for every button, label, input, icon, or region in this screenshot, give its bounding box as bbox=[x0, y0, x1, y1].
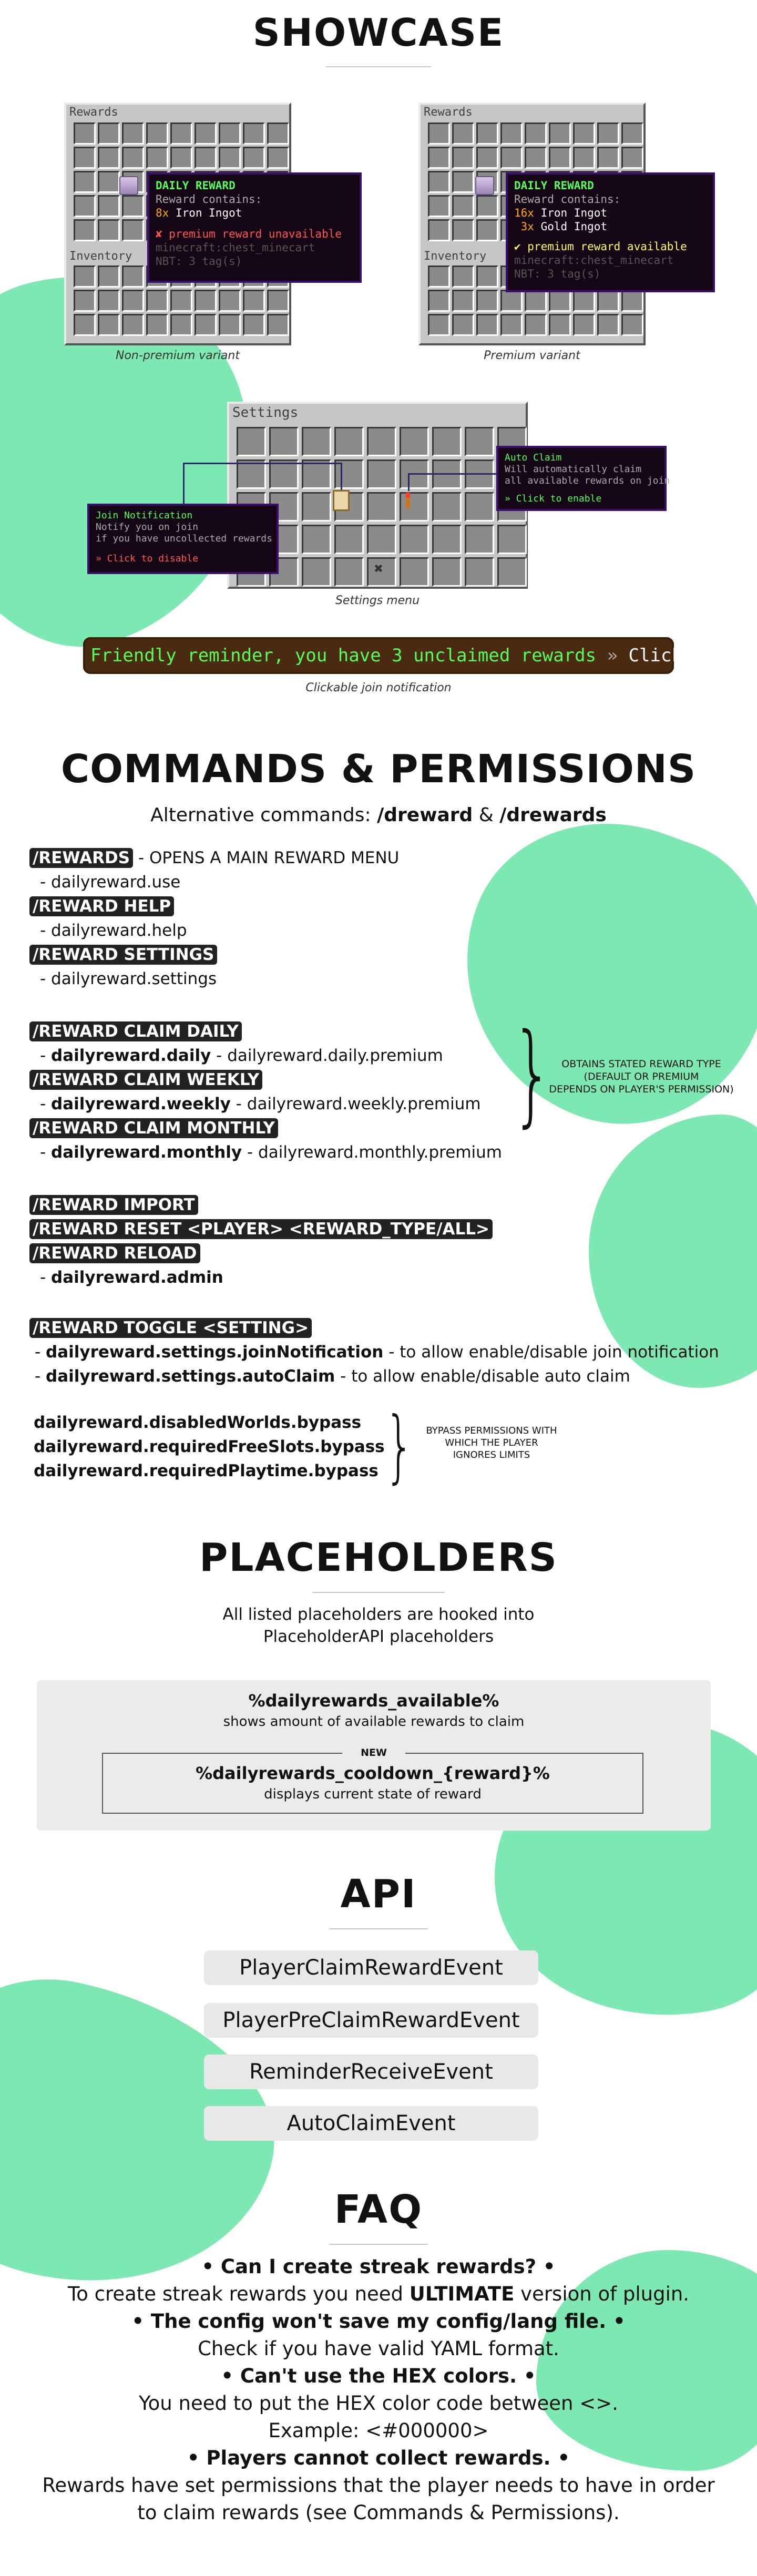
tooltip-item2-qty: 3x bbox=[520, 220, 534, 233]
inventory-slot[interactable] bbox=[243, 314, 265, 336]
inventory-slot[interactable] bbox=[400, 557, 429, 587]
cmd-reload: /REWARD RELOAD bbox=[29, 1243, 200, 1263]
cmd-toggle: /REWARD TOGGLE <SETTING> bbox=[29, 1318, 312, 1338]
inventory-slot[interactable] bbox=[367, 525, 396, 554]
inventory-slot[interactable] bbox=[146, 147, 168, 169]
join-notification-line2: if you have uncollected rewards bbox=[96, 533, 272, 544]
inventory-slot[interactable] bbox=[573, 314, 595, 336]
join-notification-line1: Notify you on join bbox=[96, 522, 199, 533]
notification-arrow: » bbox=[607, 645, 618, 666]
inventory-slot[interactable] bbox=[74, 122, 96, 145]
inventory-slot[interactable] bbox=[146, 290, 168, 312]
faq-underline bbox=[329, 2244, 428, 2245]
faq-q2: • The config won't save my config/lang file. • bbox=[131, 2310, 626, 2333]
inventory-slot[interactable] bbox=[428, 219, 450, 241]
auto-claim-name: Auto Claim bbox=[505, 452, 562, 463]
inventory-slot[interactable] bbox=[476, 147, 498, 169]
tooltip-item2-name: Gold Ingot bbox=[540, 220, 608, 233]
inventory-slot[interactable] bbox=[525, 290, 547, 312]
tooltip-nbt: NBT: 3 tag(s) bbox=[514, 268, 601, 280]
alt-cmd-1: /dreward bbox=[377, 804, 473, 826]
perm-monthly-line: - dailyreward.monthly - dailyreward.monthly.premium bbox=[40, 1143, 502, 1162]
cmd-rewards-desc: - OPENS A MAIN REWARD MENU bbox=[133, 849, 400, 867]
api-event-auto-claim: AutoClaimEvent bbox=[204, 2106, 538, 2141]
perm-help-line: - dailyreward.help bbox=[40, 921, 187, 940]
cmd-weekly-line bbox=[29, 1070, 262, 1089]
inventory-slot[interactable] bbox=[334, 525, 364, 554]
inventory-slot[interactable] bbox=[146, 314, 168, 336]
inventory-slot[interactable] bbox=[74, 219, 96, 241]
inventory-slot[interactable] bbox=[302, 427, 331, 456]
connector-join-down bbox=[341, 463, 342, 492]
inventory-slot[interactable] bbox=[497, 557, 527, 587]
inventory-slot[interactable] bbox=[597, 314, 619, 336]
chest-minecart-icon bbox=[475, 176, 494, 195]
inventory-slot[interactable] bbox=[476, 219, 498, 241]
inventory-slot[interactable] bbox=[452, 314, 474, 336]
claim-note-l2: (DEFAULT OR PREMIUM bbox=[584, 1071, 699, 1082]
inventory-slot[interactable] bbox=[122, 122, 144, 145]
inventory-slot[interactable] bbox=[500, 122, 523, 145]
inventory-slot[interactable] bbox=[597, 147, 619, 169]
inventory-slot[interactable] bbox=[465, 492, 494, 522]
perm-toggle-join-desc: - to allow enable/disable join notification bbox=[383, 1343, 719, 1362]
inventory-slot[interactable] bbox=[237, 427, 266, 456]
faq-a3-l2: Example: <#000000> bbox=[268, 2419, 489, 2442]
inventory-slot[interactable] bbox=[122, 219, 144, 241]
inventory-slot[interactable] bbox=[428, 195, 450, 217]
faq-title: FAQ bbox=[334, 2187, 423, 2232]
perm-daily-line: - dailyreward.daily - dailyreward.daily.premium bbox=[40, 1046, 443, 1065]
bypass-note-l1: BYPASS PERMISSIONS WITH bbox=[426, 1425, 557, 1436]
placeholders-underline bbox=[312, 1592, 445, 1593]
perm-admin-line: - dailyreward.admin bbox=[40, 1268, 223, 1287]
inventory-slot[interactable] bbox=[452, 219, 474, 241]
perm-bypass-playtime: dailyreward.requiredPlaytime.bypass bbox=[34, 1461, 378, 1480]
perm-weekly: dailyreward.weekly bbox=[51, 1095, 231, 1113]
cmd-rewards: /REWARDS bbox=[29, 848, 133, 868]
inventory-slot[interactable] bbox=[219, 147, 241, 169]
cmd-daily-line bbox=[29, 1022, 242, 1041]
inventory-slot[interactable] bbox=[465, 557, 494, 587]
notification-click[interactable]: Click bbox=[628, 645, 682, 666]
perm-weekly-line: - dailyreward.weekly - dailyreward.weekly.premium bbox=[40, 1095, 481, 1113]
inventory-slot[interactable] bbox=[267, 147, 289, 169]
faq-q1: • Can I create streak rewards? • bbox=[201, 2255, 556, 2278]
inventory-slot[interactable] bbox=[476, 195, 498, 217]
faq-a1-pre: To create streak rewards you need bbox=[67, 2283, 410, 2305]
inventory-slot[interactable] bbox=[74, 265, 96, 288]
placeholders-intro-l1: All listed placeholders are hooked into bbox=[222, 1605, 535, 1624]
inventory-slot[interactable] bbox=[219, 314, 241, 336]
cmd-settings-line bbox=[29, 945, 217, 964]
inventory-slot[interactable] bbox=[573, 147, 595, 169]
inventory-slot[interactable] bbox=[98, 219, 120, 241]
tooltip-nbt: NBT: 3 tag(s) bbox=[156, 255, 242, 268]
faq-a1-post: version of plugin. bbox=[514, 2283, 690, 2305]
inventory-slot[interactable] bbox=[432, 525, 462, 554]
inventory-slot[interactable] bbox=[122, 195, 144, 217]
placeholder-cooldown-name: %dailyrewards_cooldown_{reward}% bbox=[196, 1763, 550, 1783]
inventory-label: Inventory bbox=[424, 250, 487, 263]
inventory-slot[interactable] bbox=[621, 290, 643, 312]
cmd-monthly-line bbox=[29, 1119, 278, 1138]
caption-non-premium: Non-premium variant bbox=[116, 349, 240, 362]
tooltip-item-id: minecraft:chest_minecart bbox=[156, 241, 315, 254]
join-notification-toggle-icon[interactable] bbox=[333, 490, 350, 511]
perm-toggle-join: dailyreward.settings.joinNotification bbox=[46, 1343, 384, 1362]
inventory-slot[interactable] bbox=[476, 122, 498, 145]
join-notification-bar[interactable] bbox=[83, 637, 682, 674]
claim-brace-icon: } bbox=[511, 1009, 554, 1138]
inventory-slot[interactable] bbox=[269, 427, 299, 456]
api-underline bbox=[329, 1928, 428, 1929]
tooltip-item1-name: Iron Ingot bbox=[540, 207, 608, 219]
inventory-label: Inventory bbox=[69, 250, 132, 263]
inventory-slot[interactable] bbox=[549, 122, 571, 145]
api-event-reminder-receive: ReminderReceiveEvent bbox=[204, 2054, 538, 2089]
new-badge: NEW bbox=[342, 1745, 405, 1760]
inventory-slot[interactable] bbox=[195, 122, 217, 145]
faq-a4-l1: Rewards have set permissions that the player needs to have in order bbox=[42, 2474, 715, 2497]
inventory-slot[interactable] bbox=[146, 122, 168, 145]
faq-a2: Check if you have valid YAML format. bbox=[198, 2337, 559, 2360]
faq-a1 bbox=[0, 2283, 757, 2305]
inventory-slot[interactable] bbox=[170, 147, 192, 169]
inventory-slot[interactable] bbox=[428, 314, 450, 336]
inventory-slot[interactable] bbox=[452, 171, 474, 193]
inventory-slot[interactable] bbox=[302, 557, 331, 587]
inventory-slot[interactable] bbox=[98, 195, 120, 217]
api-title: API bbox=[340, 1872, 417, 1917]
perm-settings: dailyreward.settings bbox=[51, 969, 217, 988]
cmd-weekly: /REWARD CLAIM WEEKLY bbox=[29, 1070, 262, 1090]
tooltip-reward-name: DAILY REWARD bbox=[514, 179, 594, 192]
alt-amp: & bbox=[473, 804, 500, 826]
api-event-player-claim-reward: PlayerClaimRewardEvent bbox=[204, 1950, 538, 1985]
perm-bypass-worlds: dailyreward.disabledWorlds.bypass bbox=[34, 1413, 362, 1432]
inventory-slot[interactable] bbox=[428, 171, 450, 193]
placeholder-available-name: %dailyrewards_available% bbox=[248, 1691, 499, 1711]
rewards-panel-title: Rewards bbox=[424, 106, 473, 119]
inventory-slot[interactable] bbox=[621, 122, 643, 145]
claim-note bbox=[541, 1058, 741, 1096]
chest-minecart-icon bbox=[119, 176, 138, 195]
cmd-daily: /REWARD CLAIM DAILY bbox=[29, 1021, 242, 1041]
inventory-slot[interactable] bbox=[549, 314, 571, 336]
auto-claim-line2: all available rewards on join bbox=[505, 475, 670, 486]
perm-bypass-slots: dailyreward.requiredFreeSlots.bypass bbox=[34, 1437, 385, 1456]
tooltip-item-name: Iron Ingot bbox=[175, 207, 242, 219]
inventory-slot[interactable] bbox=[400, 427, 429, 456]
perm-monthly: dailyreward.monthly bbox=[51, 1143, 242, 1162]
inventory-slot[interactable] bbox=[267, 314, 289, 336]
perm-toggle-join-line: - dailyreward.settings.joinNotification - to allow enable/disable join notification bbox=[35, 1343, 719, 1362]
placeholder-available-desc: shows amount of available rewards to claim bbox=[223, 1714, 525, 1730]
inventory-slot[interactable] bbox=[122, 314, 144, 336]
join-notification-tooltip bbox=[87, 504, 279, 574]
inventory-slot[interactable] bbox=[243, 122, 265, 145]
inventory-slot[interactable] bbox=[428, 147, 450, 169]
join-notification-action: » Click to disable bbox=[96, 553, 199, 564]
auto-claim-tooltip bbox=[496, 446, 670, 511]
inventory-slot[interactable] bbox=[170, 314, 192, 336]
inventory-slot[interactable] bbox=[302, 525, 331, 554]
daily-reward-tooltip-premium bbox=[506, 172, 715, 292]
inventory-slot[interactable] bbox=[98, 122, 120, 145]
showcase-title: SHOWCASE bbox=[252, 11, 505, 55]
inventory-slot[interactable] bbox=[621, 147, 643, 169]
tooltip-item-qty: 8x bbox=[156, 207, 169, 219]
inventory-slot[interactable] bbox=[549, 147, 571, 169]
alt-prefix: Alternative commands: bbox=[150, 804, 377, 826]
claim-note-l3: DEPENDS ON PLAYER'S PERMISSION) bbox=[549, 1083, 734, 1095]
inventory-slot[interactable] bbox=[497, 525, 527, 554]
daily-reward-tooltip-non-premium bbox=[147, 172, 362, 283]
inventory-slot[interactable] bbox=[243, 147, 265, 169]
faq-a1-bold: ULTIMATE bbox=[409, 2283, 515, 2305]
inventory-slot[interactable] bbox=[367, 427, 396, 456]
perm-use: dailyreward.use bbox=[51, 873, 181, 892]
inventory-slot[interactable] bbox=[400, 525, 429, 554]
inventory-slot[interactable] bbox=[122, 147, 144, 169]
perm-daily: dailyreward.daily bbox=[51, 1046, 211, 1065]
inventory-slot[interactable] bbox=[452, 122, 474, 145]
auto-claim-action: » Click to enable bbox=[505, 493, 602, 504]
inventory-slot[interactable] bbox=[476, 290, 498, 312]
inventory-slot[interactable] bbox=[500, 147, 523, 169]
perm-monthly-premium: - dailyreward.monthly.premium bbox=[242, 1143, 502, 1162]
cmd-import-line bbox=[29, 1195, 198, 1214]
cmd-reset-line bbox=[29, 1220, 493, 1239]
faq-q4: • Players cannot collect rewards. • bbox=[187, 2447, 570, 2469]
inventory-slot[interactable] bbox=[98, 290, 120, 312]
inventory-slot[interactable] bbox=[219, 122, 241, 145]
placeholders-title: PLACEHOLDERS bbox=[199, 1535, 558, 1580]
inventory-slot[interactable] bbox=[74, 195, 96, 217]
alternative-commands bbox=[0, 804, 757, 826]
inventory-slot[interactable] bbox=[597, 290, 619, 312]
inventory-slot[interactable] bbox=[452, 265, 474, 288]
cmd-import: /REWARD IMPORT bbox=[29, 1195, 198, 1215]
bypass-note-l3: IGNORES LIMITS bbox=[453, 1449, 530, 1460]
showcase-underline bbox=[326, 66, 431, 67]
inventory-slot[interactable] bbox=[525, 147, 547, 169]
inventory-slot[interactable] bbox=[465, 525, 494, 554]
close-icon[interactable]: ✖ bbox=[373, 563, 384, 576]
inventory-slot[interactable] bbox=[74, 171, 96, 193]
inventory-slot[interactable] bbox=[500, 314, 523, 336]
inventory-slot[interactable] bbox=[170, 290, 192, 312]
bypass-note bbox=[405, 1425, 578, 1461]
connector-auto-down bbox=[408, 473, 410, 491]
claim-note-l1: OBTAINS STATED REWARD TYPE bbox=[561, 1058, 721, 1070]
inventory-slot[interactable] bbox=[267, 290, 289, 312]
perm-toggle-auto-line: - dailyreward.settings.autoClaim - to allow enable/disable auto claim bbox=[35, 1367, 630, 1386]
tooltip-premium-status: ✘ premium reward unavailable bbox=[156, 228, 342, 240]
cmd-reload-line bbox=[29, 1244, 200, 1263]
faq-q3: • Can't use the HEX colors. • bbox=[221, 2365, 536, 2387]
inventory-slot[interactable] bbox=[98, 171, 120, 193]
tooltip-contains-label: Reward contains: bbox=[156, 193, 262, 206]
placeholder-cooldown-box bbox=[102, 1747, 643, 1814]
inventory-slot[interactable] bbox=[452, 290, 474, 312]
cmd-rewards-line bbox=[29, 849, 399, 867]
perm-settings-line: - dailyreward.settings bbox=[40, 969, 217, 988]
inventory-slot[interactable] bbox=[452, 147, 474, 169]
inventory-slot[interactable] bbox=[219, 290, 241, 312]
inventory-slot[interactable] bbox=[195, 314, 217, 336]
auto-claim-line1: Will automatically claim bbox=[505, 464, 642, 475]
perm-use-line: - dailyreward.use bbox=[40, 873, 181, 892]
inventory-slot[interactable] bbox=[476, 265, 498, 288]
inventory-slot[interactable] bbox=[122, 290, 144, 312]
perm-daily-premium: - dailyreward.daily.premium bbox=[211, 1046, 443, 1065]
inventory-slot[interactable] bbox=[500, 290, 523, 312]
inventory-slot[interactable] bbox=[573, 122, 595, 145]
inventory-slot[interactable] bbox=[195, 147, 217, 169]
inventory-slot[interactable] bbox=[428, 122, 450, 145]
inventory-slot[interactable] bbox=[432, 427, 462, 456]
faq-a4-l2: to claim rewards (see Commands & Permissions). bbox=[137, 2501, 620, 2524]
tooltip-contains-label: Reward contains: bbox=[514, 193, 621, 206]
inventory-slot[interactable] bbox=[98, 314, 120, 336]
commands-title: COMMANDS & PERMISSIONS bbox=[60, 747, 697, 792]
perm-weekly-premium: - dailyreward.weekly.premium bbox=[230, 1095, 481, 1113]
faq-a3-l1: You need to put the HEX color code between <>. bbox=[138, 2392, 619, 2415]
placeholders-intro bbox=[0, 1603, 757, 1648]
inventory-slot[interactable] bbox=[170, 122, 192, 145]
connector-join bbox=[183, 463, 342, 505]
perm-admin: dailyreward.admin bbox=[51, 1268, 223, 1287]
bypass-note-l2: WHICH THE PLAYER bbox=[445, 1437, 538, 1448]
cmd-reset: /REWARD RESET <PLAYER> <REWARD_TYPE/ALL> bbox=[29, 1219, 493, 1239]
cmd-monthly: /REWARD CLAIM MONTHLY bbox=[29, 1118, 278, 1138]
perm-toggle-auto-desc: - to allow enable/disable auto claim bbox=[335, 1367, 630, 1386]
inventory-slot[interactable] bbox=[334, 557, 364, 587]
inventory-slot[interactable] bbox=[195, 290, 217, 312]
auto-claim-toggle-icon[interactable] bbox=[400, 490, 416, 511]
api-event-player-pre-claim-reward: PlayerPreClaimRewardEvent bbox=[204, 2003, 538, 2038]
alt-cmd-2: /drewards bbox=[499, 804, 607, 826]
cmd-settings: /REWARD SETTINGS bbox=[29, 945, 217, 965]
join-notification-name: Join Notification bbox=[96, 510, 193, 521]
inventory-slot[interactable] bbox=[621, 314, 643, 336]
cmd-help-line bbox=[29, 897, 174, 916]
inventory-slot[interactable] bbox=[98, 147, 120, 169]
inventory-slot[interactable] bbox=[525, 314, 547, 336]
inventory-slot[interactable] bbox=[597, 122, 619, 145]
inventory-slot[interactable] bbox=[465, 427, 494, 456]
tooltip-reward-name: DAILY REWARD bbox=[156, 179, 236, 192]
inventory-slot[interactable] bbox=[525, 122, 547, 145]
inventory-slot[interactable] bbox=[74, 290, 96, 312]
inventory-slot[interactable] bbox=[74, 147, 96, 169]
inventory-slot[interactable] bbox=[367, 459, 396, 489]
inventory-slot[interactable] bbox=[549, 290, 571, 312]
perm-toggle-auto: dailyreward.settings.autoClaim bbox=[46, 1367, 335, 1386]
caption-settings: Settings menu bbox=[335, 594, 420, 607]
tooltip-premium-status: ✔ premium reward available bbox=[514, 240, 687, 253]
cmd-help: /REWARD HELP bbox=[29, 896, 174, 916]
inventory-slot[interactable] bbox=[98, 265, 120, 288]
tooltip-item1-qty: 16x bbox=[514, 207, 534, 219]
inventory-slot[interactable] bbox=[452, 195, 474, 217]
inventory-slot[interactable] bbox=[367, 492, 396, 522]
tooltip-item-id: minecraft:chest_minecart bbox=[514, 254, 674, 267]
inventory-slot[interactable] bbox=[334, 427, 364, 456]
caption-notification: Clickable join notification bbox=[305, 681, 452, 694]
inventory-slot[interactable] bbox=[243, 290, 265, 312]
inventory-slot[interactable] bbox=[432, 492, 462, 522]
placeholders-intro-l2: PlaceholderAPI placeholders bbox=[263, 1627, 494, 1646]
inventory-slot[interactable] bbox=[267, 122, 289, 145]
inventory-slot[interactable] bbox=[428, 290, 450, 312]
inventory-slot[interactable] bbox=[122, 265, 144, 288]
perm-help: dailyreward.help bbox=[51, 921, 187, 940]
notification-text: Friendly reminder, you have 3 unclaimed rewards bbox=[90, 645, 597, 666]
inventory-slot[interactable] bbox=[432, 557, 462, 587]
rewards-panel-title: Rewards bbox=[69, 106, 118, 119]
inventory-slot[interactable] bbox=[476, 314, 498, 336]
settings-panel-title: Settings bbox=[232, 405, 299, 421]
connector-auto bbox=[408, 473, 503, 475]
inventory-slot[interactable] bbox=[573, 290, 595, 312]
caption-premium: Premium variant bbox=[484, 349, 580, 362]
placeholder-cooldown-desc: displays current state of reward bbox=[264, 1786, 482, 1802]
bypass-brace-icon: } bbox=[384, 1401, 415, 1492]
inventory-slot[interactable] bbox=[428, 265, 450, 288]
inventory-slot[interactable] bbox=[74, 314, 96, 336]
cmd-toggle-line bbox=[29, 1318, 312, 1337]
placeholder-available bbox=[37, 1691, 711, 1730]
